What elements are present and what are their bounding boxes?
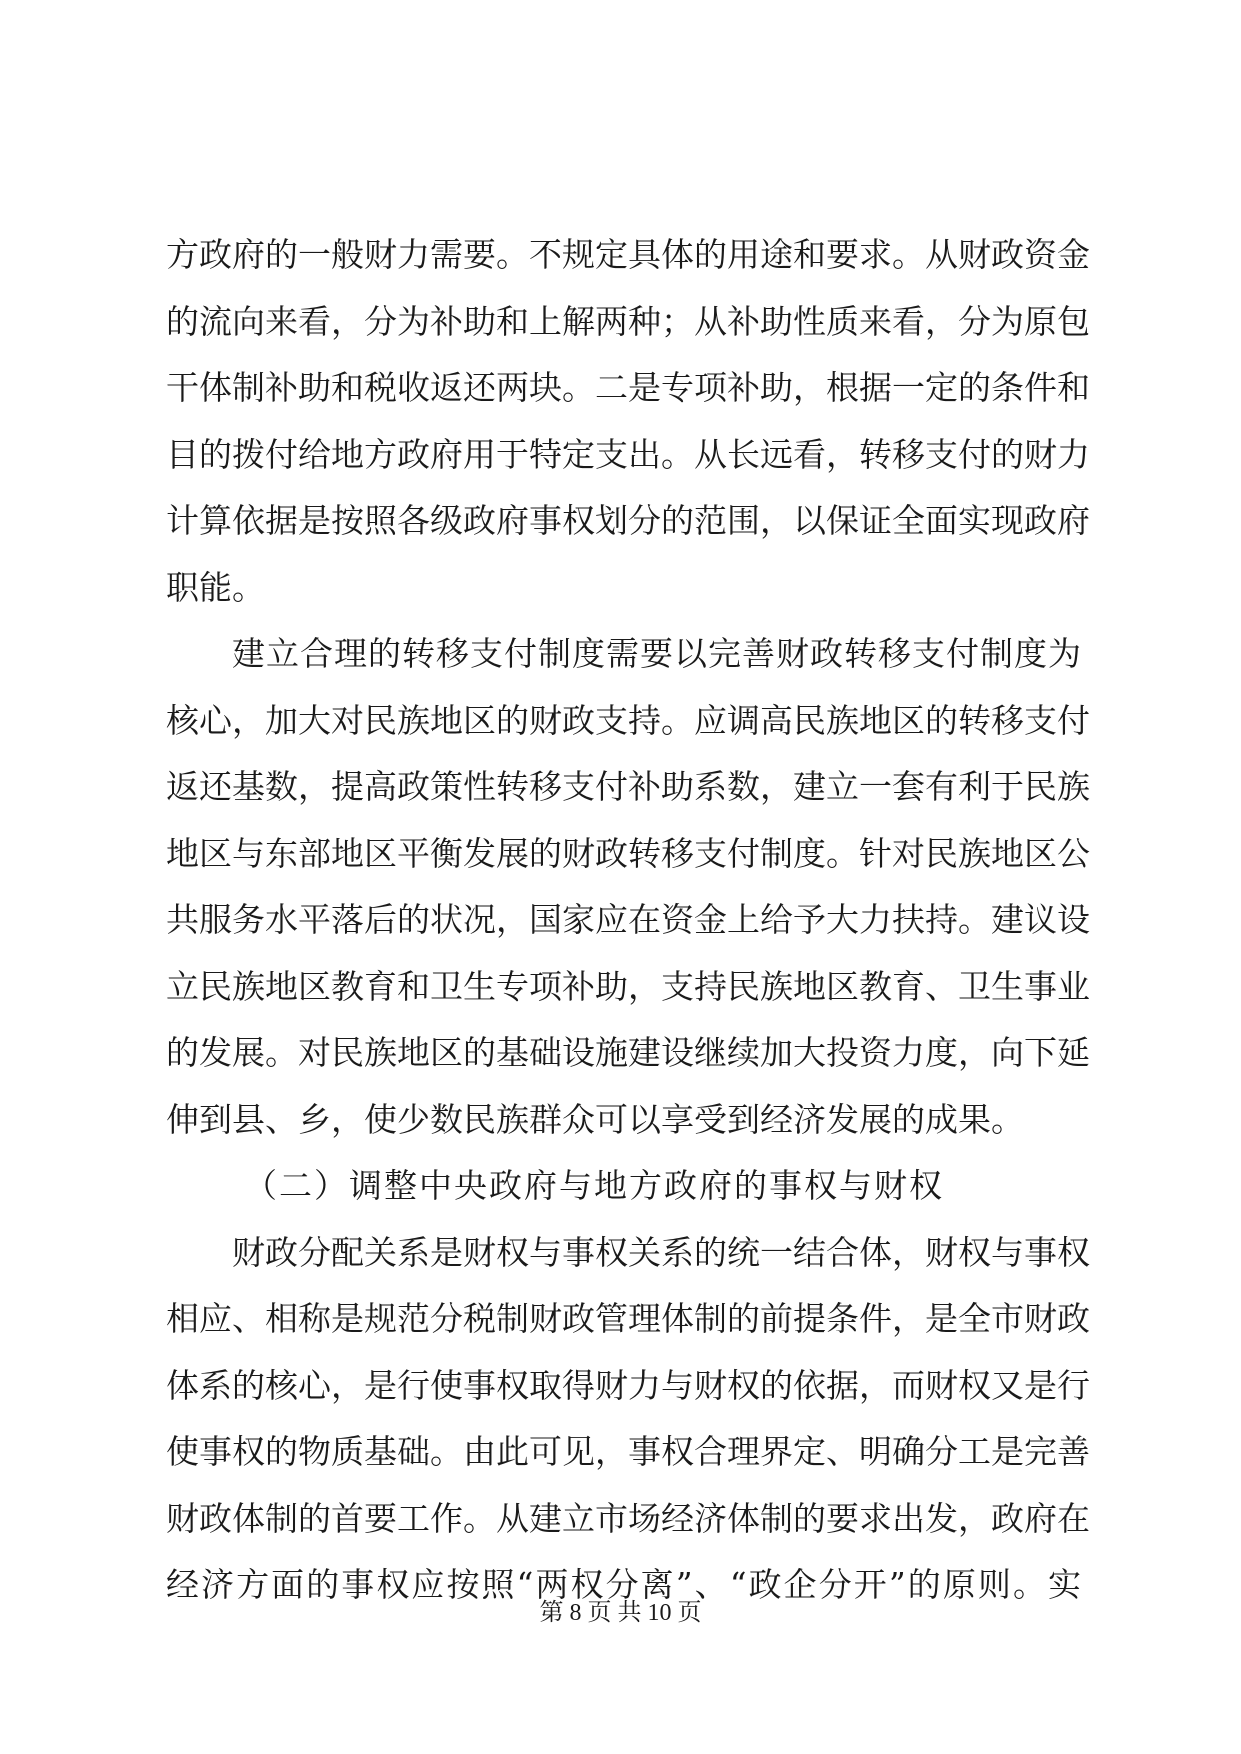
text-line: 计算依据是按照各级政府事权划分的范围，以保证全面实现政府 xyxy=(166,501,1090,540)
section-heading-text: （二）调整中央政府与地方政府的事权与财权 xyxy=(244,1166,944,1205)
text-line: 干体制补助和税收返还两块。二是专项补助，根据一定的条件和 xyxy=(166,368,1090,407)
section-heading xyxy=(166,1153,1081,1220)
paragraph-continuation xyxy=(166,222,1090,621)
text-line: 的发展。对民族地区的基础设施建设继续加大投资力度，向下延 xyxy=(166,1033,1090,1072)
text-line: 的流向来看，分为补助和上解两种；从补助性质来看，分为原包 xyxy=(166,301,1090,341)
page-number-label: 第 8 页 共 10 页 xyxy=(539,1600,702,1626)
text-line: 建立合理的转移支付制度需要以完善财政转移支付制度为 xyxy=(232,634,1081,673)
text-line: 体系的核心，是行使事权取得财力与财权的依据，而财权又是行 xyxy=(166,1365,1090,1405)
text-line: 返还基数，提高政策性转移支付补助系数，建立一套有利于民族 xyxy=(166,767,1090,806)
text-line: 经济方面的事权应按照“两权分离”、“政企分开”的原则。实 xyxy=(166,1565,1081,1604)
text-line: 地区与东部地区平衡发展的财政转移支付制度。针对民族地区公 xyxy=(166,833,1090,873)
text-line: 使事权的物质基础。由此可见，事权合理界定、明确分工是完善 xyxy=(166,1432,1090,1471)
document-body xyxy=(166,222,1090,1619)
text-line: 相应、相称是规范分税制财政管理体制的前提条件，是全市财政 xyxy=(166,1299,1090,1338)
text-line: 财政分配关系是财权与事权关系的统一结合体，财权与事权 xyxy=(232,1232,1090,1272)
text-line: 核心，加大对民族地区的财政支持。应调高民族地区的转移支付 xyxy=(166,700,1090,740)
text-line: 立民族地区教育和卫生专项补助，支持民族地区教育、卫生事业 xyxy=(166,966,1090,1006)
text-line: 目的拨付给地方政府用于特定支出。从长远看，转移支付的财力 xyxy=(166,434,1090,474)
text-line: 方政府的一般财力需要。不规定具体的用途和要求。从财政资金 xyxy=(166,235,1090,274)
paragraph-fiscal-powers xyxy=(166,1220,1090,1619)
page-footer xyxy=(0,1598,1241,1628)
text-line: 财政体制的首要工作。从建立市场经济体制的要求出发，政府在 xyxy=(166,1498,1090,1538)
text-line: 伸到县、乡，使少数民族群众可以享受到经济发展的成果。 xyxy=(166,1099,1024,1139)
text-line: 共服务水平落后的状况，国家应在资金上给予大力扶持。建议设 xyxy=(166,900,1090,939)
paragraph-transfer-payment xyxy=(166,621,1090,1153)
text-line: 职能。 xyxy=(166,567,265,607)
